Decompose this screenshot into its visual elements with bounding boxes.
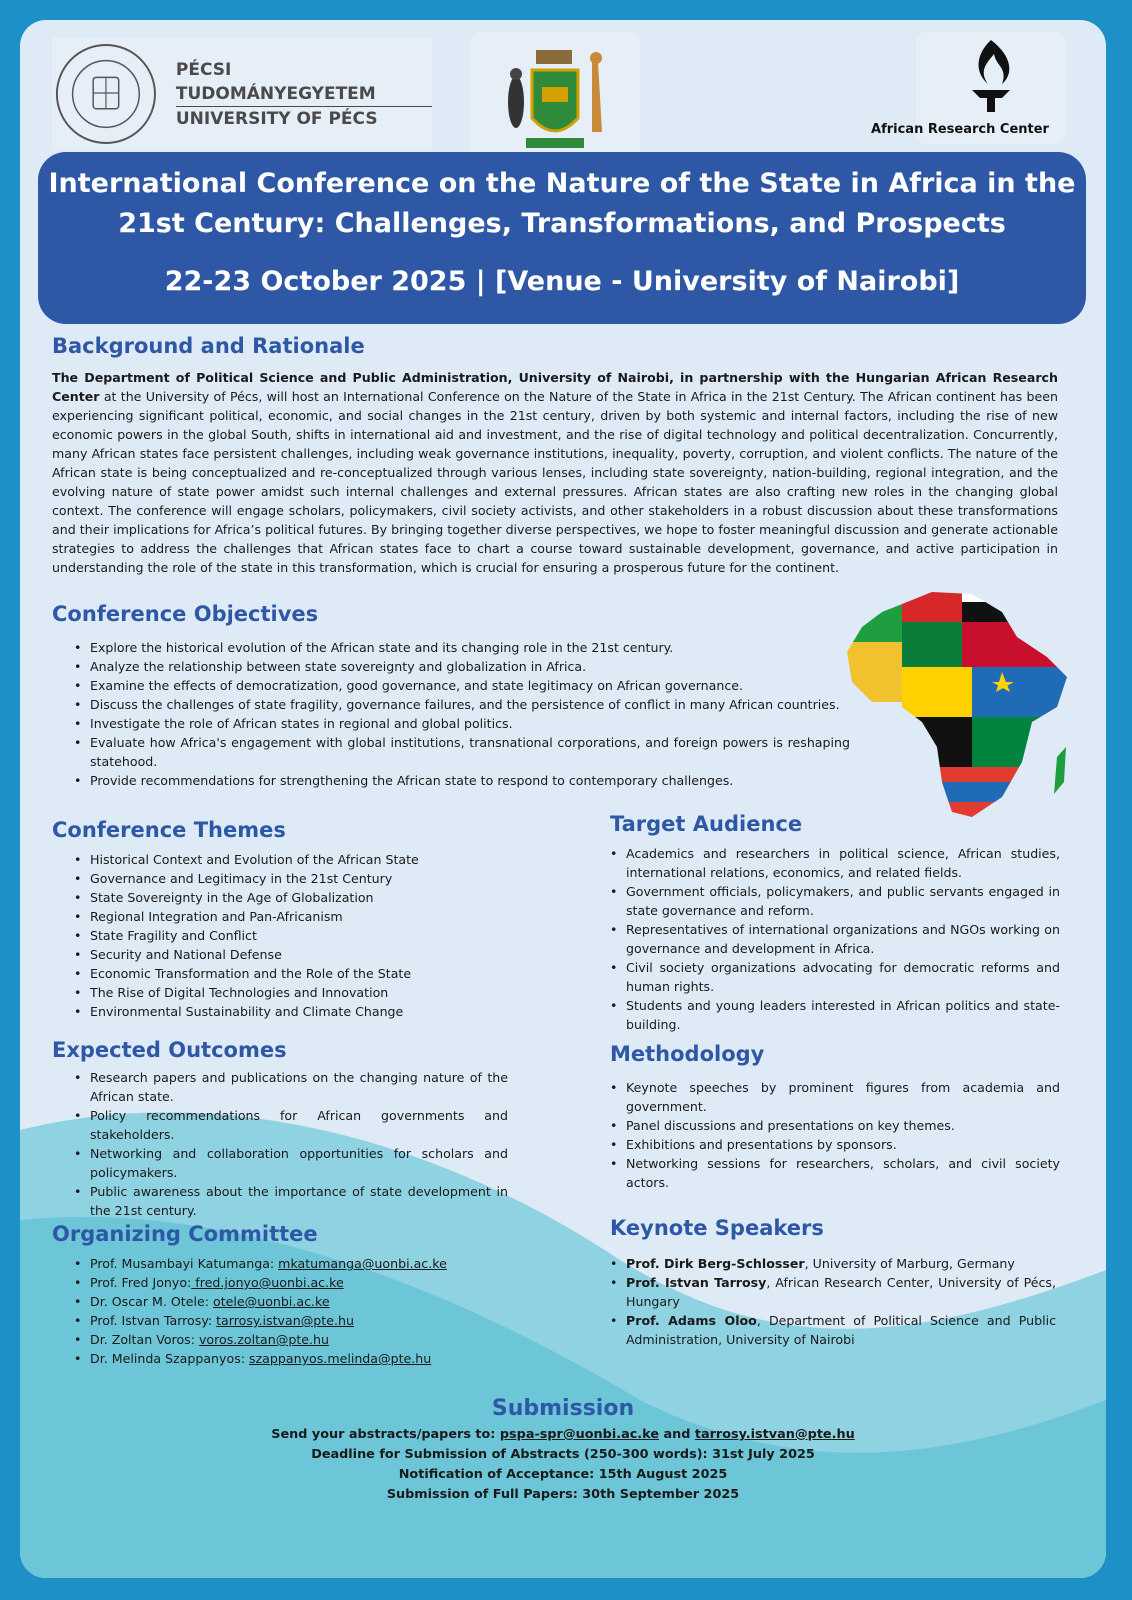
member-name: Dr. Melinda Szappanyos: bbox=[90, 1351, 250, 1366]
speaker-affiliation: , African Research Center, University of Pécs, Hungary bbox=[626, 1275, 1056, 1309]
committee-heading: Organizing Committee bbox=[52, 1222, 318, 1246]
university-name-en: UNIVERSITY OF PÉCS bbox=[175, 108, 378, 129]
member-email-link[interactable]: mkatumanga@uonbi.ac.ke bbox=[278, 1256, 447, 1271]
list-item: • Analyze the relationship between state sovereignty and globalization in Africa. bbox=[74, 657, 850, 676]
list-item: • Environmental Sustainability and Climate Change bbox=[74, 1002, 514, 1021]
background-heading: Background and Rationale bbox=[52, 334, 365, 358]
themes-heading: Conference Themes bbox=[52, 818, 286, 842]
audience-heading: Target Audience bbox=[610, 812, 803, 836]
speaker-affiliation: , University of Marburg, Germany bbox=[804, 1256, 1015, 1271]
conference-title bbox=[38, 164, 1086, 244]
committee-member bbox=[74, 1330, 514, 1349]
audience-list bbox=[610, 844, 1060, 1034]
poster-card bbox=[20, 20, 1106, 1578]
torch-icon bbox=[916, 32, 1066, 122]
committee-list bbox=[74, 1254, 514, 1368]
arc-name: African Research Center bbox=[871, 122, 1049, 137]
list-item: • Government officials, policymakers, and public servants engaged in state governance and reform. bbox=[610, 882, 1060, 920]
member-email-link[interactable]: tarrosy.istvan@pte.hu bbox=[216, 1313, 354, 1328]
member-name: Prof. Musambayi Katumanga: bbox=[90, 1256, 279, 1271]
member-name: Prof. Istvan Tarrosy: bbox=[90, 1313, 217, 1328]
background-text: at the University of Pécs, will host an International Conference on the Nature of the State in Africa in the 21st Century. The African continent has been experiencing significant political, economic, and social changes in the 21st century, driven by both systemic and internal factors, including the rise of new economic powers in the global South, shifts in international aid and investment, and the rise of digital technology and political decentralization. Concurrently, many African states face persistent challenges, including weak governance institutions, inequality, poverty, corruption, and violent conflicts. The nature of the African state is being conceptualized and re-conceptualized through various lenses, including state sovereignty, nation-building, regional integration, and the evolving nature of state power amidst such internal challenges and external pressures. African states are also crafting new roles in the changing global context. The conference will engage scholars, policymakers, civil society activists, and other stakeholders in a robust discussion about these transformations and their implications for Africa’s political futures. By bringing together diverse perspectives, we hope to foster meaningful discussion and generate actionable strategies to address the challenges that African states face to chart a course toward sustainable development, governance, and active participation in understanding the role of the state in this transformation, which is crucial for ensuring a prosperous future for the continent. bbox=[52, 389, 1058, 575]
nairobi-crest-logo bbox=[470, 32, 640, 162]
list-item: • Representatives of international organizations and NGOs working on governance and development in Africa. bbox=[610, 920, 1060, 958]
list-item: • Students and young leaders interested in African politics and state-building. bbox=[610, 996, 1060, 1034]
list-item: • Investigate the role of African states in regional and global politics. bbox=[74, 714, 850, 733]
speaker-name: Prof. Dirk Berg-Schlosser bbox=[626, 1256, 805, 1271]
themes-list bbox=[74, 850, 514, 1021]
speaker-name: Prof. Adams Oloo bbox=[626, 1313, 757, 1328]
list-item: • Economic Transformation and the Role of the State bbox=[74, 964, 514, 983]
committee-member bbox=[74, 1273, 514, 1292]
submission-email-link-2[interactable]: tarrosy.istvan@pte.hu bbox=[694, 1427, 855, 1442]
full-paper-date: Submission of Full Papers: 30th September 2025 bbox=[386, 1487, 740, 1502]
submission-section bbox=[170, 1396, 956, 1505]
university-name bbox=[176, 58, 432, 131]
list-item: • Networking and collaboration opportunities for scholars and policymakers. bbox=[74, 1144, 508, 1182]
keynote-speaker bbox=[610, 1254, 1056, 1273]
list-item: • Governance and Legitimacy in the 21st Century bbox=[74, 869, 514, 888]
list-item: • Provide recommendations for strengthening the African state to respond to contemporary challenges. bbox=[74, 771, 850, 790]
member-email-link[interactable]: otele@uonbi.ac.ke bbox=[213, 1294, 330, 1309]
list-item: • Networking sessions for researchers, scholars, and civil society actors. bbox=[610, 1154, 1060, 1192]
committee-member bbox=[74, 1311, 514, 1330]
committee-member bbox=[74, 1254, 514, 1273]
title-banner bbox=[38, 152, 1086, 324]
member-email-link[interactable]: voros.zoltan@pte.hu bbox=[198, 1332, 329, 1347]
outcomes-list bbox=[74, 1068, 508, 1220]
committee-member bbox=[74, 1292, 514, 1311]
member-email-link[interactable]: fred.jonyo@uonbi.ac.ke bbox=[191, 1275, 344, 1290]
member-name: Dr. Zoltan Voros: bbox=[90, 1332, 199, 1347]
list-item: • Civil society organizations advocating for democratic reforms and human rights. bbox=[610, 958, 1060, 996]
abstract-deadline: Deadline for Submission of Abstracts (250-300 words): 31st July 2025 bbox=[311, 1447, 815, 1462]
title-line-2: 21st Century: Challenges, Transformations, and Prospects bbox=[118, 208, 1006, 239]
submission-send-line bbox=[170, 1425, 956, 1445]
member-name: Dr. Oscar M. Otele: bbox=[90, 1294, 213, 1309]
list-item: • Regional Integration and Pan-Africanism bbox=[74, 907, 514, 926]
objectives-heading: Conference Objectives bbox=[52, 602, 319, 626]
speaker-name: Prof. Istvan Tarrosy bbox=[626, 1275, 767, 1290]
list-item: • Panel discussions and presentations on key themes. bbox=[610, 1116, 1060, 1135]
list-item: • Policy recommendations for African governments and stakeholders. bbox=[74, 1106, 508, 1144]
keynote-speaker bbox=[610, 1273, 1056, 1311]
list-item: • The Rise of Digital Technologies and Innovation bbox=[74, 983, 514, 1002]
member-name: Prof. Fred Jonyo: bbox=[90, 1275, 192, 1290]
keynote-speaker bbox=[610, 1311, 1056, 1349]
list-item: • Security and National Defense bbox=[74, 945, 514, 964]
notification-date: Notification of Acceptance: 15th August 2025 bbox=[398, 1467, 728, 1482]
methodology-list bbox=[610, 1078, 1060, 1192]
list-item: • State Fragility and Conflict bbox=[74, 926, 514, 945]
list-item: • Discuss the challenges of state fragility, governance failures, and the persistence of conflict in many African countries. bbox=[74, 695, 850, 714]
and-text: and bbox=[659, 1427, 695, 1442]
background-paragraph bbox=[52, 368, 1058, 577]
university-name-hu: PÉCSI TUDOMÁNYEGYETEM bbox=[176, 58, 432, 107]
dates-venue: 22-23 October 2025 | [Venue - University of Nairobi] bbox=[164, 266, 960, 297]
list-item: • Research papers and publications on the changing nature of the African state. bbox=[74, 1068, 508, 1106]
committee-member bbox=[74, 1349, 514, 1368]
keynote-heading: Keynote Speakers bbox=[610, 1216, 824, 1240]
university-of-pecs-logo bbox=[52, 38, 432, 150]
submission-email-link-1[interactable]: pspa-spr@uonbi.ac.ke bbox=[499, 1427, 660, 1442]
list-item: • State Sovereignty in the Age of Globalization bbox=[74, 888, 514, 907]
list-item: • Public awareness about the importance of state development in the 21st century. bbox=[74, 1182, 508, 1220]
send-prefix: Send your abstracts/papers to: bbox=[271, 1427, 500, 1442]
title-line-1: International Conference on the Nature of the State in Africa in the bbox=[48, 168, 1076, 199]
keynote-list bbox=[610, 1254, 1056, 1349]
outcomes-heading: Expected Outcomes bbox=[52, 1038, 287, 1062]
submission-heading: Submission bbox=[491, 1396, 635, 1421]
list-item: • Academics and researchers in political science, African studies, international relations, economics, and related fields. bbox=[610, 844, 1060, 882]
background-bold-lead: The Department of Political Science and Public Administration, University of Nairobi, in partnership with the Hungarian African Research Center bbox=[52, 370, 1058, 404]
list-item: • Examine the effects of democratization, good governance, and state legitimacy on African governance. bbox=[74, 676, 850, 695]
list-item: • Evaluate how Africa's engagement with global institutions, transnational corporations, and foreign powers is reshaping statehood. bbox=[74, 733, 850, 771]
africa-flags-map bbox=[842, 582, 1072, 822]
coat-of-arms-icon bbox=[470, 32, 640, 162]
list-item: • Keynote speeches by prominent figures from academia and government. bbox=[610, 1078, 1060, 1116]
list-item: • Historical Context and Evolution of the African State bbox=[74, 850, 514, 869]
methodology-heading: Methodology bbox=[610, 1042, 765, 1066]
speaker-affiliation: , Department of Political Science and Public Administration, University of Nairobi bbox=[626, 1313, 1056, 1347]
list-item: • Explore the historical evolution of the African state and its changing role in the 21st century. bbox=[74, 638, 850, 657]
objectives-list bbox=[74, 638, 850, 790]
university-seal-icon bbox=[52, 39, 160, 149]
member-email-link[interactable]: szappanyos.melinda@pte.hu bbox=[249, 1351, 432, 1366]
list-item: • Exhibitions and presentations by sponsors. bbox=[610, 1135, 1060, 1154]
